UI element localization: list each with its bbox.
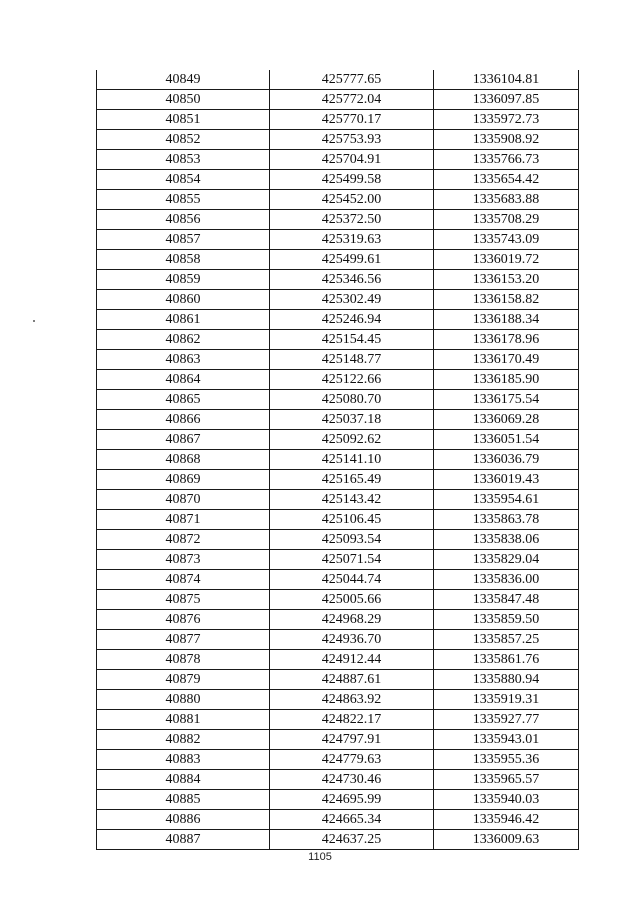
table-row xyxy=(97,550,579,570)
y-coordinate-cell: 1335829.04 xyxy=(434,550,579,570)
y-coordinate-cell: 1336158.82 xyxy=(434,290,579,310)
point-id-cell: 40870 xyxy=(97,490,270,510)
table-row xyxy=(97,190,579,210)
table-row xyxy=(97,650,579,670)
table-row xyxy=(97,270,579,290)
table-row xyxy=(97,630,579,650)
y-coordinate-cell: 1335766.73 xyxy=(434,150,579,170)
table-row xyxy=(97,510,579,530)
point-id-cell: 40885 xyxy=(97,790,270,810)
x-coordinate-cell: 425372.50 xyxy=(270,210,434,230)
point-id-cell: 40868 xyxy=(97,450,270,470)
table-row xyxy=(97,830,579,850)
x-coordinate-cell: 425319.63 xyxy=(270,230,434,250)
x-coordinate-cell: 424912.44 xyxy=(270,650,434,670)
table-row xyxy=(97,570,579,590)
x-coordinate-cell: 424779.63 xyxy=(270,750,434,770)
y-coordinate-cell: 1336097.85 xyxy=(434,90,579,110)
y-coordinate-cell: 1335683.88 xyxy=(434,190,579,210)
y-coordinate-cell: 1335708.29 xyxy=(434,210,579,230)
point-id-cell: 40886 xyxy=(97,810,270,830)
table-row xyxy=(97,70,579,90)
y-coordinate-cell: 1335863.78 xyxy=(434,510,579,530)
x-coordinate-cell: 425302.49 xyxy=(270,290,434,310)
y-coordinate-cell: 1336188.34 xyxy=(434,310,579,330)
x-coordinate-cell: 425753.93 xyxy=(270,130,434,150)
y-coordinate-cell: 1335861.76 xyxy=(434,650,579,670)
point-id-cell: 40852 xyxy=(97,130,270,150)
point-id-cell: 40887 xyxy=(97,830,270,850)
table-row xyxy=(97,690,579,710)
point-id-cell: 40877 xyxy=(97,630,270,650)
y-coordinate-cell: 1335743.09 xyxy=(434,230,579,250)
point-id-cell: 40876 xyxy=(97,610,270,630)
y-coordinate-cell: 1336069.28 xyxy=(434,410,579,430)
y-coordinate-cell: 1335880.94 xyxy=(434,670,579,690)
y-coordinate-cell: 1336185.90 xyxy=(434,370,579,390)
x-coordinate-cell: 424936.70 xyxy=(270,630,434,650)
point-id-cell: 40859 xyxy=(97,270,270,290)
x-coordinate-cell: 424730.46 xyxy=(270,770,434,790)
table-row xyxy=(97,490,579,510)
table-row xyxy=(97,670,579,690)
table-row xyxy=(97,410,579,430)
y-coordinate-cell: 1335908.92 xyxy=(434,130,579,150)
point-id-cell: 40851 xyxy=(97,110,270,130)
y-coordinate-cell: 1335836.00 xyxy=(434,570,579,590)
y-coordinate-cell: 1336019.72 xyxy=(434,250,579,270)
table-row xyxy=(97,810,579,830)
table-row xyxy=(97,230,579,250)
table-row xyxy=(97,710,579,730)
x-coordinate-cell: 425452.00 xyxy=(270,190,434,210)
table-row xyxy=(97,290,579,310)
table-row xyxy=(97,150,579,170)
y-coordinate-cell: 1335965.57 xyxy=(434,770,579,790)
point-id-cell: 40873 xyxy=(97,550,270,570)
point-id-cell: 40881 xyxy=(97,710,270,730)
point-id-cell: 40860 xyxy=(97,290,270,310)
page-number: 1105 xyxy=(308,851,332,863)
x-coordinate-cell: 425044.74 xyxy=(270,570,434,590)
y-coordinate-cell: 1336104.81 xyxy=(434,70,579,90)
y-coordinate-cell: 1336175.54 xyxy=(434,390,579,410)
x-coordinate-cell: 425165.49 xyxy=(270,470,434,490)
table-row xyxy=(97,350,579,370)
x-coordinate-cell: 425770.17 xyxy=(270,110,434,130)
x-coordinate-cell: 425080.70 xyxy=(270,390,434,410)
point-id-cell: 40850 xyxy=(97,90,270,110)
point-id-cell: 40879 xyxy=(97,670,270,690)
point-id-cell: 40866 xyxy=(97,410,270,430)
x-coordinate-cell: 425122.66 xyxy=(270,370,434,390)
point-id-cell: 40874 xyxy=(97,570,270,590)
x-coordinate-cell: 424968.29 xyxy=(270,610,434,630)
point-id-cell: 40882 xyxy=(97,730,270,750)
table-row xyxy=(97,590,579,610)
x-coordinate-cell: 424797.91 xyxy=(270,730,434,750)
x-coordinate-cell: 425346.56 xyxy=(270,270,434,290)
point-id-cell: 40861 xyxy=(97,310,270,330)
point-id-cell: 40884 xyxy=(97,770,270,790)
point-id-cell: 40849 xyxy=(97,70,270,90)
y-coordinate-cell: 1336153.20 xyxy=(434,270,579,290)
point-id-cell: 40855 xyxy=(97,190,270,210)
point-id-cell: 40867 xyxy=(97,430,270,450)
x-coordinate-cell: 425148.77 xyxy=(270,350,434,370)
y-coordinate-cell: 1335857.25 xyxy=(434,630,579,650)
y-coordinate-cell: 1335838.06 xyxy=(434,530,579,550)
x-coordinate-cell: 425071.54 xyxy=(270,550,434,570)
y-coordinate-cell: 1336009.63 xyxy=(434,830,579,850)
table-row xyxy=(97,130,579,150)
table-row xyxy=(97,250,579,270)
y-coordinate-cell: 1336170.49 xyxy=(434,350,579,370)
x-coordinate-cell: 424887.61 xyxy=(270,670,434,690)
table-row xyxy=(97,770,579,790)
x-coordinate-cell: 425092.62 xyxy=(270,430,434,450)
table-row xyxy=(97,790,579,810)
table-row xyxy=(97,730,579,750)
table-row xyxy=(97,210,579,230)
table-row xyxy=(97,530,579,550)
point-id-cell: 40878 xyxy=(97,650,270,670)
point-id-cell: 40865 xyxy=(97,390,270,410)
y-coordinate-cell: 1335859.50 xyxy=(434,610,579,630)
x-coordinate-cell: 425499.58 xyxy=(270,170,434,190)
point-id-cell: 40857 xyxy=(97,230,270,250)
table-row xyxy=(97,610,579,630)
y-coordinate-cell: 1335972.73 xyxy=(434,110,579,130)
y-coordinate-cell: 1336036.79 xyxy=(434,450,579,470)
x-coordinate-cell: 424863.92 xyxy=(270,690,434,710)
table-row xyxy=(97,450,579,470)
point-id-cell: 40864 xyxy=(97,370,270,390)
table-row xyxy=(97,390,579,410)
x-coordinate-cell: 425037.18 xyxy=(270,410,434,430)
table-row xyxy=(97,330,579,350)
table-row xyxy=(97,430,579,450)
x-coordinate-cell: 425093.54 xyxy=(270,530,434,550)
y-coordinate-cell: 1335943.01 xyxy=(434,730,579,750)
coordinate-table xyxy=(96,70,579,850)
x-coordinate-cell: 425005.66 xyxy=(270,590,434,610)
x-coordinate-cell: 424665.34 xyxy=(270,810,434,830)
x-coordinate-cell: 425143.42 xyxy=(270,490,434,510)
x-coordinate-cell: 425106.45 xyxy=(270,510,434,530)
point-id-cell: 40883 xyxy=(97,750,270,770)
x-coordinate-cell: 425772.04 xyxy=(270,90,434,110)
table-row xyxy=(97,90,579,110)
x-coordinate-cell: 424695.99 xyxy=(270,790,434,810)
y-coordinate-cell: 1336178.96 xyxy=(434,330,579,350)
table-row xyxy=(97,370,579,390)
stray-mark xyxy=(33,320,35,322)
table-row xyxy=(97,170,579,190)
y-coordinate-cell: 1335654.42 xyxy=(434,170,579,190)
point-id-cell: 40856 xyxy=(97,210,270,230)
coordinate-table-body xyxy=(97,70,579,850)
table-row xyxy=(97,750,579,770)
point-id-cell: 40858 xyxy=(97,250,270,270)
x-coordinate-cell: 425777.65 xyxy=(270,70,434,90)
x-coordinate-cell: 425704.91 xyxy=(270,150,434,170)
point-id-cell: 40880 xyxy=(97,690,270,710)
point-id-cell: 40871 xyxy=(97,510,270,530)
point-id-cell: 40875 xyxy=(97,590,270,610)
y-coordinate-cell: 1335927.77 xyxy=(434,710,579,730)
x-coordinate-cell: 425499.61 xyxy=(270,250,434,270)
y-coordinate-cell: 1335946.42 xyxy=(434,810,579,830)
y-coordinate-cell: 1336051.54 xyxy=(434,430,579,450)
x-coordinate-cell: 424822.17 xyxy=(270,710,434,730)
x-coordinate-cell: 425246.94 xyxy=(270,310,434,330)
table-row xyxy=(97,470,579,490)
point-id-cell: 40854 xyxy=(97,170,270,190)
y-coordinate-cell: 1335847.48 xyxy=(434,590,579,610)
table-row xyxy=(97,310,579,330)
x-coordinate-cell: 424637.25 xyxy=(270,830,434,850)
x-coordinate-cell: 425141.10 xyxy=(270,450,434,470)
y-coordinate-cell: 1336019.43 xyxy=(434,470,579,490)
y-coordinate-cell: 1335940.03 xyxy=(434,790,579,810)
y-coordinate-cell: 1335954.61 xyxy=(434,490,579,510)
point-id-cell: 40863 xyxy=(97,350,270,370)
point-id-cell: 40862 xyxy=(97,330,270,350)
table-row xyxy=(97,110,579,130)
point-id-cell: 40869 xyxy=(97,470,270,490)
point-id-cell: 40853 xyxy=(97,150,270,170)
y-coordinate-cell: 1335955.36 xyxy=(434,750,579,770)
point-id-cell: 40872 xyxy=(97,530,270,550)
y-coordinate-cell: 1335919.31 xyxy=(434,690,579,710)
x-coordinate-cell: 425154.45 xyxy=(270,330,434,350)
